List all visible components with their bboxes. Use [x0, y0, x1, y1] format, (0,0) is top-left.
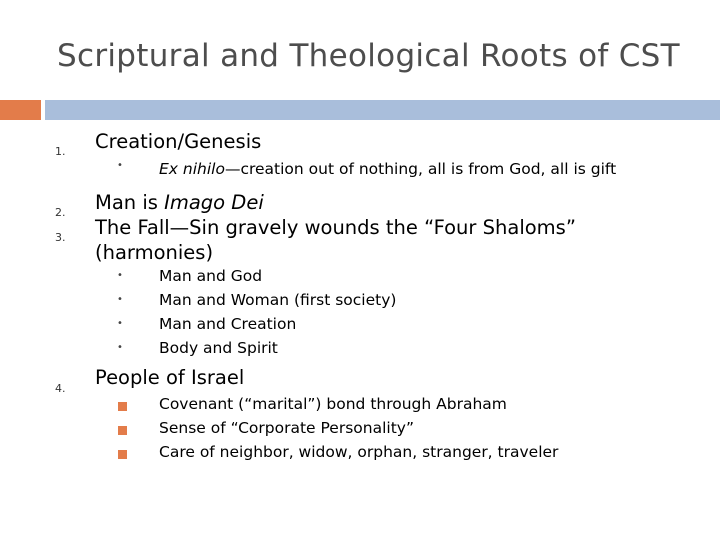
bullet-dot-icon: •	[117, 342, 123, 353]
list-item-the-fall-cont: (harmonies)	[95, 241, 214, 264]
list-item-the-fall: The Fall—Sin gravely wounds the “Four Shaloms”	[95, 216, 576, 239]
list-item-creation: Creation/Genesis	[95, 130, 262, 153]
square-bullet-icon	[118, 402, 127, 411]
list-number: 4.	[55, 382, 66, 395]
square-bullet-icon	[118, 450, 127, 459]
list-item-imago-dei-pre: Man is	[95, 191, 165, 214]
sub-item-ex-nihilo-rest: —creation out of nothing, all is from God, all is gift	[224, 160, 617, 178]
list-item-imago-dei	[95, 191, 264, 214]
list-number: 1.	[55, 145, 66, 158]
bullet-dot-icon: •	[117, 318, 123, 329]
bullet-dot-icon: •	[117, 160, 123, 171]
bullet-dot-icon: •	[117, 294, 123, 305]
sub-item-israel: Covenant (“marital”) bond through Abraham	[159, 395, 507, 413]
sub-item-ex-nihilo	[159, 160, 616, 178]
sub-item-israel: Sense of “Corporate Personality”	[159, 419, 414, 437]
sub-item-ex-nihilo-em: Ex nihilo	[159, 160, 225, 178]
slide-title: Scriptural and Theological Roots of CST	[57, 38, 680, 74]
list-item-israel: People of Israel	[95, 366, 245, 389]
square-bullet-icon	[118, 426, 127, 435]
list-number: 2.	[55, 206, 66, 219]
sub-item-shalom: Man and God	[159, 267, 263, 285]
list-item-imago-dei-em: Imago Dei	[164, 191, 264, 214]
sub-item-israel: Care of neighbor, widow, orphan, stranger, traveler	[159, 443, 559, 461]
sub-item-shalom: Man and Creation	[159, 315, 297, 333]
sub-item-shalom: Body and Spirit	[159, 339, 278, 357]
bullet-dot-icon: •	[117, 270, 123, 281]
sub-item-shalom: Man and Woman (first society)	[159, 291, 397, 309]
list-number: 3.	[55, 231, 66, 244]
